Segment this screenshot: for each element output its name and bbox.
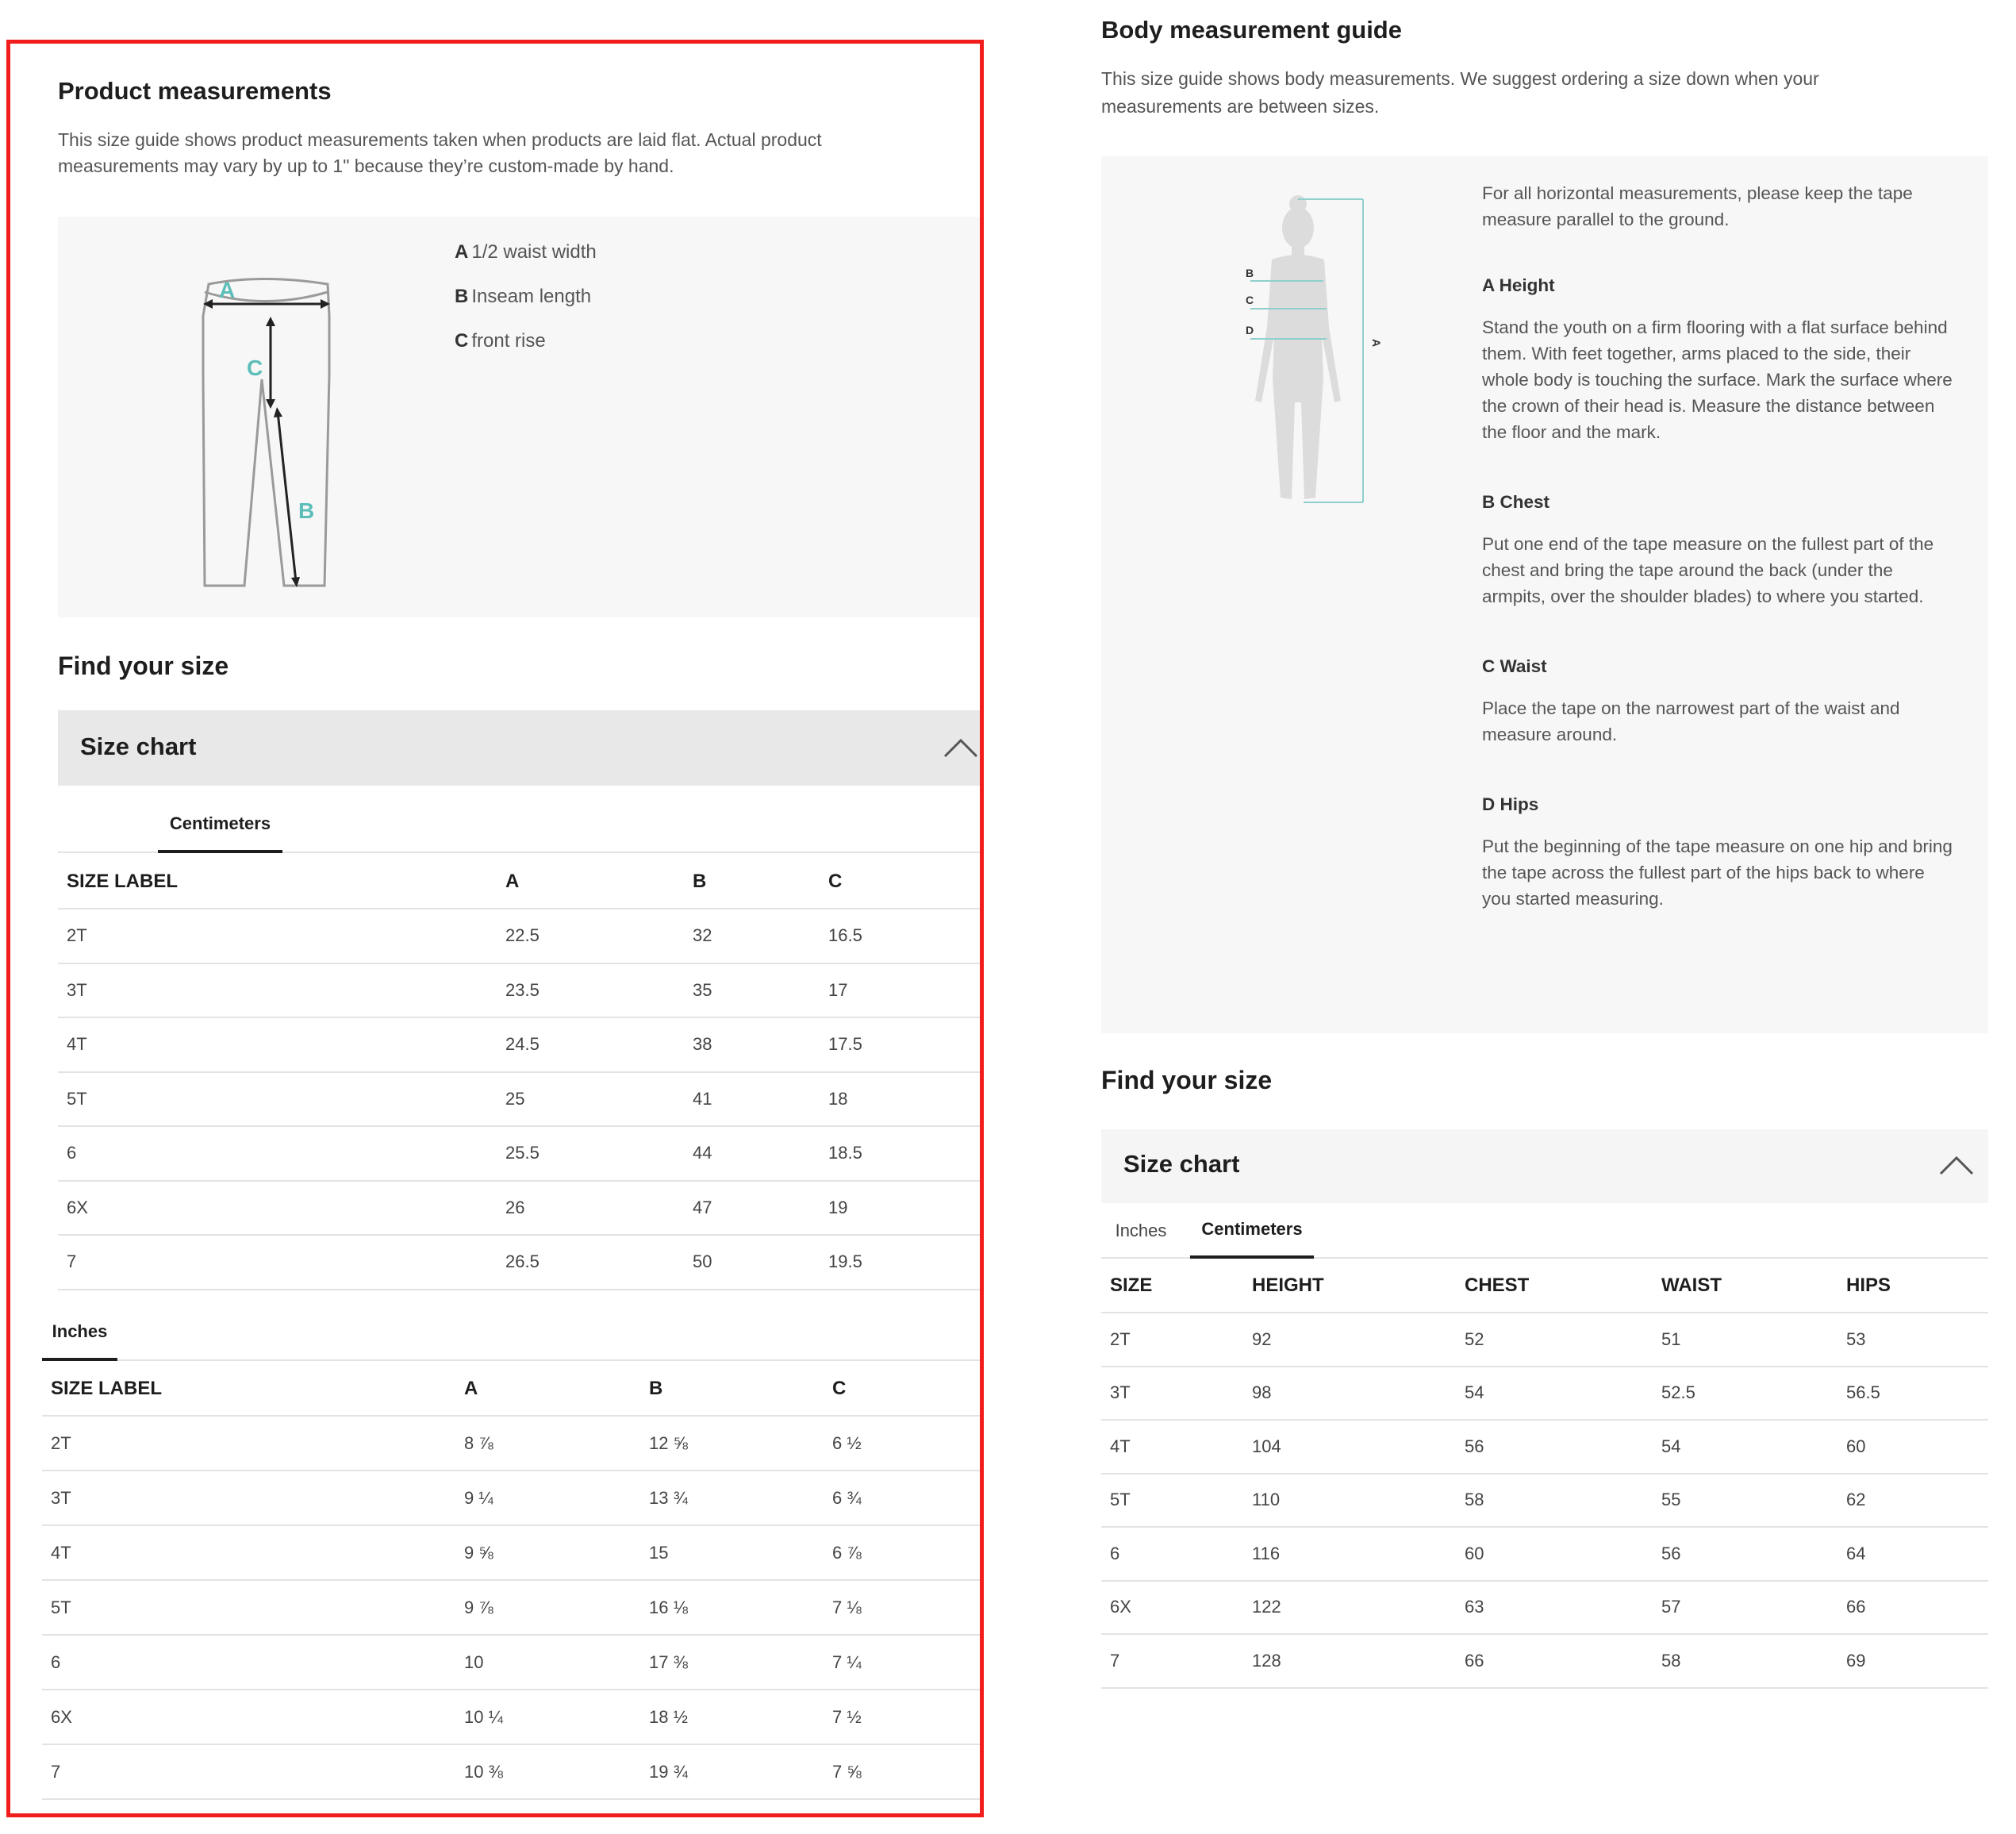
- table-cell: 57: [1653, 1581, 1837, 1635]
- table-cell: 44: [684, 1126, 820, 1181]
- section-text-waist: Place the tape on the narrowest part of the waist and measure around.: [1482, 698, 1900, 744]
- table-cell: 9 ¼: [455, 1471, 640, 1525]
- table-row: [42, 1744, 984, 1799]
- tab-centimeters[interactable]: Centimeters: [158, 798, 282, 853]
- table-cell: 53: [1837, 1313, 1988, 1367]
- table-cell: 62: [1837, 1474, 1988, 1528]
- table-row: [58, 1181, 984, 1236]
- col-header-height: HEIGHT: [1243, 1259, 1456, 1313]
- figure-label-d: D: [1246, 324, 1254, 336]
- measurement-legend: [455, 240, 597, 374]
- table-cell: 66: [1456, 1634, 1653, 1688]
- body-size-table: [1101, 1259, 1988, 1689]
- table-cell: 8 ⅞: [455, 1416, 640, 1471]
- measurement-instructions: [1482, 180, 1958, 955]
- table-cell: 5T: [42, 1580, 455, 1635]
- table-row: [42, 1580, 984, 1635]
- table-cell: 25: [497, 1072, 684, 1127]
- table-cell: 7 ½: [824, 1690, 984, 1744]
- table-cell: 23.5: [497, 963, 684, 1018]
- table-cell: 55: [1653, 1474, 1837, 1528]
- table-cell: 10: [455, 1635, 640, 1690]
- table-row: [42, 1635, 984, 1690]
- size-chart-accordion[interactable]: [58, 710, 984, 786]
- table-cell: 6X: [1101, 1581, 1243, 1635]
- table-cell: 69: [1837, 1634, 1988, 1688]
- table-cell: 58: [1456, 1474, 1653, 1528]
- diagram-label-b: B: [298, 498, 315, 523]
- find-your-size-heading: Find your size: [58, 652, 229, 680]
- table-cell: 7: [42, 1744, 455, 1799]
- chevron-up-icon[interactable]: [1937, 1150, 1976, 1178]
- table-cell: 10 ⅜: [455, 1744, 640, 1799]
- table-cell: 35: [684, 963, 820, 1018]
- table-cell: 6: [58, 1126, 497, 1181]
- table-row: [42, 1690, 984, 1744]
- col-header-hips: HIPS: [1837, 1259, 1988, 1313]
- tab-inches[interactable]: Inches: [42, 1305, 117, 1361]
- tab-inches-body[interactable]: Inches: [1115, 1221, 1167, 1240]
- table-cell: 38: [684, 1017, 820, 1072]
- table-cell: 12 ⅝: [640, 1416, 824, 1471]
- pants-diagram-box: [58, 217, 984, 617]
- table-cell: 7: [58, 1235, 497, 1290]
- table-cell: 5T: [1101, 1474, 1243, 1528]
- figure-label-a: A: [1370, 339, 1383, 348]
- table-row: [1101, 1634, 1988, 1688]
- table-row: [58, 963, 984, 1018]
- instructions-intro: For all horizontal measurements, please keep the tape measure parallel to the ground.: [1482, 183, 1913, 229]
- table-cell: 6X: [58, 1181, 497, 1236]
- table-cell: 56.5: [1837, 1367, 1988, 1421]
- table-cell: 54: [1456, 1367, 1653, 1421]
- table-row: [58, 909, 984, 963]
- table-cell: 18 ½: [640, 1690, 824, 1744]
- pants-diagram-icon: [197, 248, 355, 590]
- table-cell: 6: [42, 1635, 455, 1690]
- table-cell: 7 ⅝: [824, 1744, 984, 1799]
- col-header-size-label: SIZE LABEL: [42, 1362, 455, 1416]
- table-cell: 18: [820, 1072, 984, 1127]
- section-heading-chest: B Chest: [1482, 492, 1550, 512]
- section-text-height: Stand the youth on a firm flooring with a flat surface behind them. With feet together, arms placed to the side, their whole body is touching the surface. Mark the surface where the crown of their head is. Measure the distance between the floor and the mark.: [1482, 317, 1953, 442]
- table-cell: 26: [497, 1181, 684, 1236]
- col-header-b: B: [684, 855, 820, 909]
- table-cell: 6 ¾: [824, 1471, 984, 1525]
- table-cell: 54: [1653, 1420, 1837, 1474]
- col-header-size: SIZE: [1101, 1259, 1243, 1313]
- body-tab-bar: [1101, 1203, 1988, 1259]
- find-your-size-heading-body: Find your size: [1101, 1066, 1273, 1094]
- chevron-up-icon[interactable]: [942, 732, 980, 761]
- table-cell: 52: [1456, 1313, 1653, 1367]
- table-cell: 19 ¾: [640, 1744, 824, 1799]
- table-cell: 10 ¼: [455, 1690, 640, 1744]
- table-row: [1101, 1367, 1988, 1421]
- table-row: [42, 1525, 984, 1580]
- col-header-chest: CHEST: [1456, 1259, 1653, 1313]
- table-header-row: [58, 855, 984, 909]
- table-cell: 92: [1243, 1313, 1456, 1367]
- table-cell: 56: [1653, 1527, 1837, 1581]
- table-cell: 60: [1837, 1420, 1988, 1474]
- col-header-a: A: [497, 855, 684, 909]
- section-heading-waist: C Waist: [1482, 656, 1547, 676]
- section-text-chest: Put one end of the tape measure on the fullest part of the chest and bring the tape around the back (under the armpits, over the shoulder blades) to where you started.: [1482, 534, 1934, 606]
- table-cell: 19: [820, 1181, 984, 1236]
- table-cell: 16.5: [820, 909, 984, 963]
- table-row: [42, 1416, 984, 1471]
- section-heading-hips: D Hips: [1482, 794, 1539, 814]
- table-cell: 2T: [1101, 1313, 1243, 1367]
- table-row: [1101, 1420, 1988, 1474]
- col-header-c: C: [824, 1362, 984, 1416]
- table-cell: 3T: [1101, 1367, 1243, 1421]
- table-row: [42, 1471, 984, 1525]
- table-cell: 6X: [42, 1690, 455, 1744]
- table-cell: 58: [1653, 1634, 1837, 1688]
- table-cell: 16 ⅛: [640, 1580, 824, 1635]
- figure-label-b: B: [1246, 267, 1254, 279]
- table-cell: 19.5: [820, 1235, 984, 1290]
- legend-item-a: A 1/2 waist width: [455, 241, 597, 263]
- col-header-size-label: SIZE LABEL: [58, 855, 497, 909]
- table-cell: 56: [1456, 1420, 1653, 1474]
- table-cell: 50: [684, 1235, 820, 1290]
- table-row: [58, 1017, 984, 1072]
- inches-tab-bar: [42, 1305, 984, 1361]
- table-cell: 7: [1101, 1634, 1243, 1688]
- legend-item-c: C front rise: [455, 330, 546, 352]
- table-cell: 32: [684, 909, 820, 963]
- table-cell: 26.5: [497, 1235, 684, 1290]
- table-cell: 3T: [42, 1471, 455, 1525]
- table-cell: 5T: [58, 1072, 497, 1127]
- table-cell: 128: [1243, 1634, 1456, 1688]
- table-cell: 17 ⅜: [640, 1635, 824, 1690]
- body-guide-box: [1101, 156, 1988, 1033]
- product-measurements-panel: [6, 40, 984, 1817]
- table-cell: 4T: [1101, 1420, 1243, 1474]
- cm-tab-bar: [58, 798, 984, 853]
- table-cell: 47: [684, 1181, 820, 1236]
- table-cell: 98: [1243, 1367, 1456, 1421]
- table-cell: 17.5: [820, 1017, 984, 1072]
- product-cm-size-table: [58, 855, 984, 1290]
- table-cell: 7 ¼: [824, 1635, 984, 1690]
- table-cell: 51: [1653, 1313, 1837, 1367]
- body-size-chart-accordion[interactable]: [1101, 1129, 1988, 1203]
- body-figure-icon: [1173, 188, 1403, 521]
- table-row: [1101, 1581, 1988, 1635]
- table-cell: 4T: [58, 1017, 497, 1072]
- table-cell: 6 ½: [824, 1416, 984, 1471]
- table-cell: 18.5: [820, 1126, 984, 1181]
- table-cell: 110: [1243, 1474, 1456, 1528]
- table-cell: 9 ⅝: [455, 1525, 640, 1580]
- legend-item-b: B Inseam length: [455, 286, 592, 307]
- product-inches-size-table: [42, 1362, 984, 1800]
- table-cell: 6 ⅞: [824, 1525, 984, 1580]
- table-header-row: [1101, 1259, 1988, 1313]
- table-cell: 64: [1837, 1527, 1988, 1581]
- body-measurement-description: This size guide shows body measurements. We suggest ordering a size down when your measurements are between sizes.: [1101, 68, 1819, 117]
- col-header-c: C: [820, 855, 984, 909]
- table-cell: 6: [1101, 1527, 1243, 1581]
- table-row: [1101, 1313, 1988, 1367]
- table-cell: 41: [684, 1072, 820, 1127]
- table-row: [1101, 1474, 1988, 1528]
- diagram-label-c: C: [247, 356, 263, 380]
- table-row: [58, 1235, 984, 1290]
- table-cell: 22.5: [497, 909, 684, 963]
- product-measurements-description: This size guide shows product measurements taken when products are laid flat. Actual product measurements may vary by up to 1" because they’re custom-made by hand.: [58, 129, 822, 176]
- table-cell: 2T: [42, 1416, 455, 1471]
- table-cell: 15: [640, 1525, 824, 1580]
- body-measurement-title: Body measurement guide: [1101, 16, 1402, 44]
- table-cell: 7 ⅛: [824, 1580, 984, 1635]
- size-chart-title: Size chart: [80, 732, 197, 760]
- section-heading-height: A Height: [1482, 275, 1555, 295]
- col-header-a: A: [455, 1362, 640, 1416]
- table-cell: 13 ¾: [640, 1471, 824, 1525]
- table-cell: 25.5: [497, 1126, 684, 1181]
- table-cell: 66: [1837, 1581, 1988, 1635]
- tab-centimeters-body[interactable]: Centimeters: [1190, 1203, 1314, 1259]
- table-row: [58, 1072, 984, 1127]
- col-header-waist: WAIST: [1653, 1259, 1837, 1313]
- figure-label-c: C: [1246, 294, 1254, 306]
- col-header-b: B: [640, 1362, 824, 1416]
- product-measurements-title: Product measurements: [58, 77, 332, 105]
- table-row: [1101, 1527, 1988, 1581]
- table-cell: 60: [1456, 1527, 1653, 1581]
- table-row: [58, 1126, 984, 1181]
- table-cell: 3T: [58, 963, 497, 1018]
- table-cell: 24.5: [497, 1017, 684, 1072]
- table-cell: 4T: [42, 1525, 455, 1580]
- table-cell: 2T: [58, 909, 497, 963]
- section-text-hips: Put the beginning of the tape measure on one hip and bring the tape across the fullest part of the hips back to where you started measuring.: [1482, 836, 1953, 909]
- diagram-label-a: A: [219, 278, 236, 302]
- table-cell: 63: [1456, 1581, 1653, 1635]
- body-size-chart-title: Size chart: [1123, 1150, 1240, 1178]
- table-header-row: [42, 1362, 984, 1416]
- table-cell: 104: [1243, 1420, 1456, 1474]
- table-cell: 9 ⅞: [455, 1580, 640, 1635]
- table-cell: 122: [1243, 1581, 1456, 1635]
- table-cell: 17: [820, 963, 984, 1018]
- table-cell: 116: [1243, 1527, 1456, 1581]
- table-cell: 52.5: [1653, 1367, 1837, 1421]
